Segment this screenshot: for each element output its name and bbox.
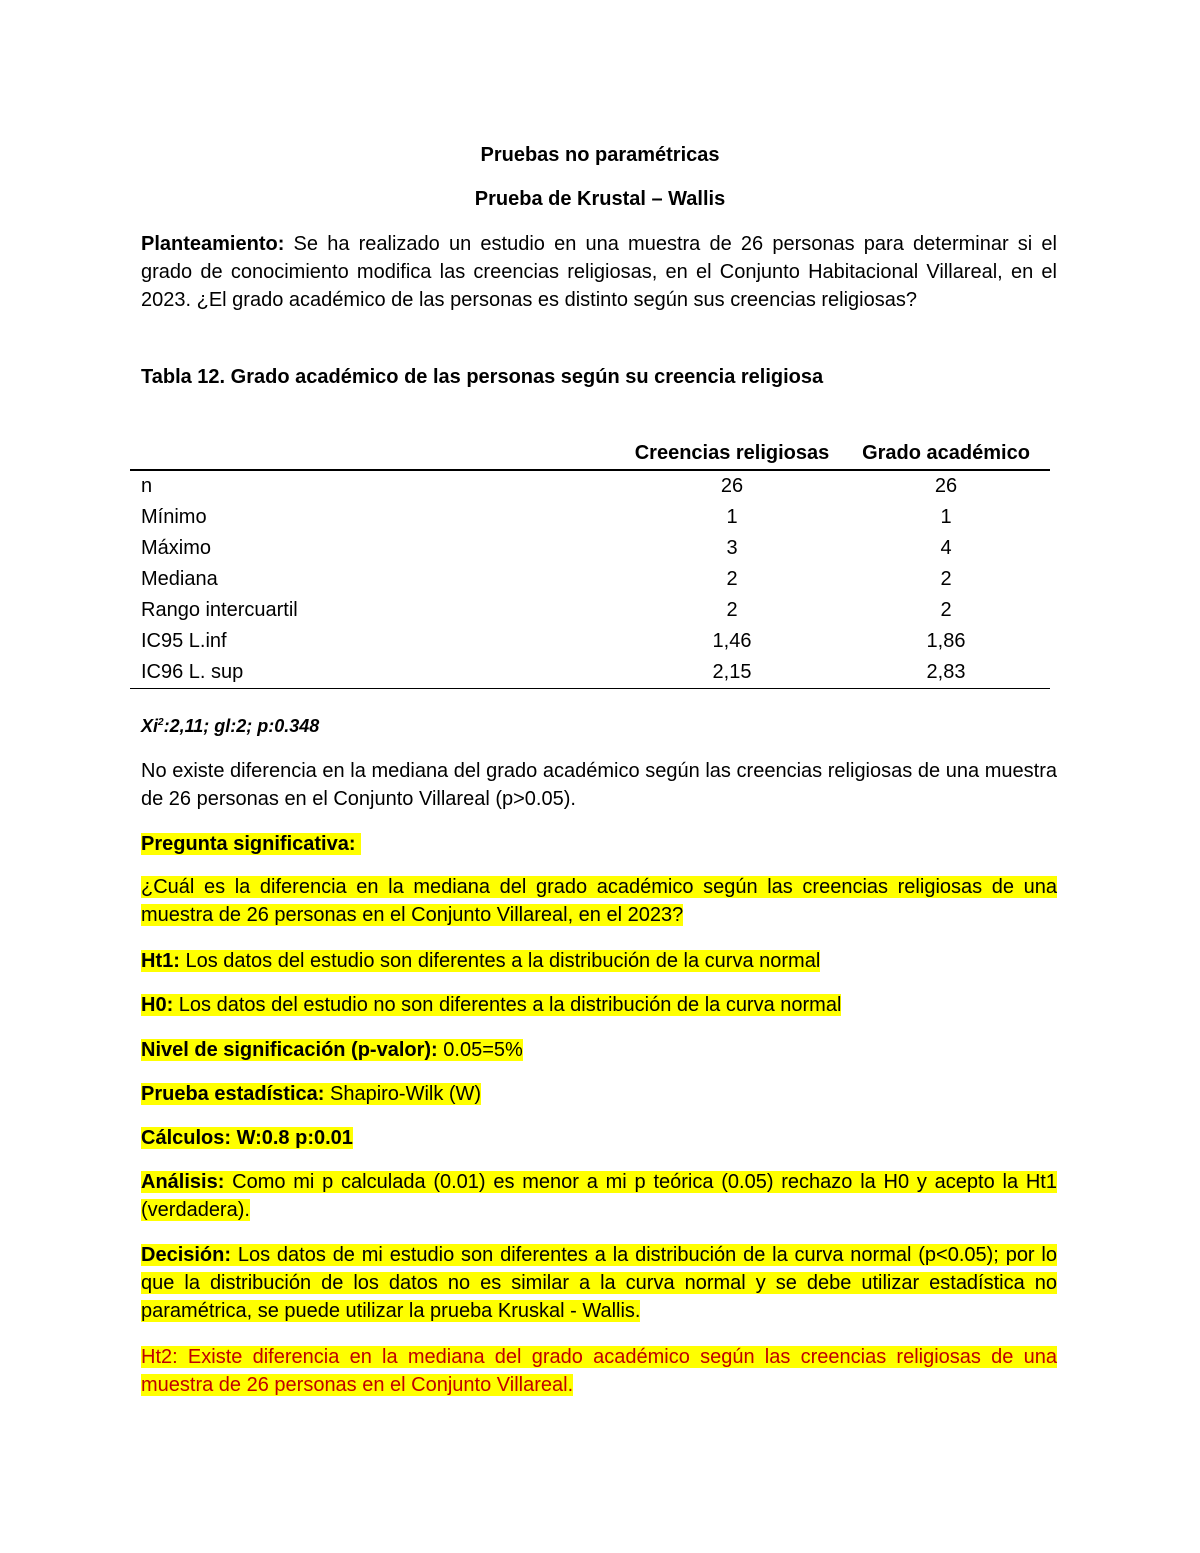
nivel-text: 0.05=5% — [437, 1039, 523, 1061]
pregunta-paragraph — [141, 873, 1057, 929]
decision-paragraph — [141, 1241, 1057, 1325]
h0-label: H0: — [141, 994, 174, 1016]
cell-grado: 26 — [934, 475, 958, 497]
prueba-text: Shapiro-Wilk (W) — [324, 1083, 482, 1105]
table-row — [130, 626, 1050, 657]
h0-paragraph — [141, 991, 1057, 1019]
nivel-label: Nivel de significación (p-valor): — [141, 1039, 438, 1061]
table-row — [130, 595, 1050, 626]
planteamiento-label: Planteamiento: — [141, 233, 285, 255]
cell-creencias: 26 — [720, 475, 744, 497]
nivel-paragraph — [141, 1036, 1057, 1064]
footnote-stat: Xi — [141, 716, 159, 736]
row-label: IC95 L.inf — [141, 630, 227, 652]
row-label: Máximo — [141, 537, 212, 559]
cell-grado: 2 — [940, 568, 952, 590]
table-row — [130, 564, 1050, 595]
planteamiento-paragraph — [141, 230, 1057, 314]
cell-grado: 1 — [940, 506, 952, 528]
analisis-text: Como mi p calculada (0.01) es menor a mi p teórica (0.05) rechazo la H0 y acepto la Ht1 (verdadera). — [141, 1171, 1057, 1221]
table-row — [130, 533, 1050, 564]
table-row — [130, 470, 1050, 502]
ht2-text: Ht2: Existe diferencia en la mediana del grado académico según las creencias religiosas de una muestra de 26 personas en el Conjunto Villareal. — [141, 1346, 1057, 1396]
cell-grado: 2,83 — [842, 657, 1050, 689]
analisis-label: Análisis: — [141, 1171, 225, 1193]
table-header-empty — [130, 438, 622, 470]
ht1-paragraph — [141, 947, 1057, 975]
stats-table — [130, 438, 1050, 689]
calculos-paragraph — [141, 1124, 1057, 1152]
cell-creencias: 2,15 — [622, 657, 842, 689]
ht1-label: Ht1: — [141, 950, 180, 972]
analisis-paragraph — [141, 1168, 1057, 1224]
row-label: n — [141, 475, 153, 497]
pregunta-text: ¿Cuál es la diferencia en la mediana del grado académico según las creencias religiosas de una muestra de 26 personas en el Conjunto Villareal, en el 2023? — [141, 876, 1057, 926]
cell-grado: 1,86 — [926, 630, 966, 652]
table-footnote — [141, 716, 319, 737]
row-label: Mediana — [141, 568, 218, 590]
h0-text: Los datos del estudio no son diferentes a la distribución de la curva normal — [173, 994, 842, 1016]
table-header-creencias: Creencias religiosas — [622, 438, 842, 470]
conclusion-paragraph: No existe diferencia en la mediana del grado académico según las creencias religiosas de una muestra de 26 personas en el Conjunto Villareal (p˃0.05). — [141, 760, 1057, 810]
cell-creencias: 2 — [726, 568, 738, 590]
row-label: Rango intercuartil — [141, 599, 298, 621]
doc-title: Pruebas no paramétricas — [480, 144, 720, 166]
ht1-text: Los datos del estudio son diferentes a la distribución de la curva normal — [179, 950, 821, 972]
table-header-grado: Grado académico — [842, 438, 1050, 470]
footnote-values: :2,11; gl:2; p:0.348 — [163, 716, 320, 736]
ht2-paragraph — [141, 1343, 1057, 1399]
cell-grado: 4 — [940, 537, 952, 559]
pregunta-label: Pregunta significativa: — [141, 833, 356, 855]
cell-creencias: 1 — [726, 506, 738, 528]
cell-grado: 2 — [940, 599, 952, 621]
calculos-label: Cálculos: W:0.8 p:0.01 — [141, 1127, 353, 1149]
prueba-label: Prueba estadística: — [141, 1083, 325, 1105]
cell-creencias: 3 — [726, 537, 738, 559]
footnote-superscript: 2 — [158, 717, 164, 728]
table-caption: Tabla 12. Grado académico de las personas según su creencia religiosa — [141, 366, 824, 388]
planteamiento-text: Se ha realizado un estudio en una muestra de 26 personas para determinar si el grado de conocimiento modifica las creencias religiosas, en el Conjunto Habitacional Villareal, en el 2023. ¿El grado académico de las personas es distinto según sus creencias religiosas? — [141, 233, 1057, 311]
prueba-paragraph — [141, 1080, 1057, 1108]
pregunta-heading — [141, 830, 1057, 858]
row-label: Mínimo — [141, 506, 207, 528]
doc-subtitle: Prueba de Krustal – Wallis — [474, 188, 726, 210]
table-row — [130, 502, 1050, 533]
cell-creencias: 1,46 — [712, 630, 752, 652]
row-label: IC96 L. sup — [130, 657, 622, 689]
cell-creencias: 2 — [726, 599, 738, 621]
table-row — [130, 657, 1050, 689]
decision-text: Los datos de mi estudio son diferentes a la distribución de la curva normal (p˂0.05); por lo que la distribución de los datos no es similar a la curva normal y se debe utilizar estadística no paramétrica, se puede utilizar la prueba Kruskal - Wallis. — [141, 1244, 1057, 1322]
decision-label: Decisión: — [141, 1244, 232, 1266]
